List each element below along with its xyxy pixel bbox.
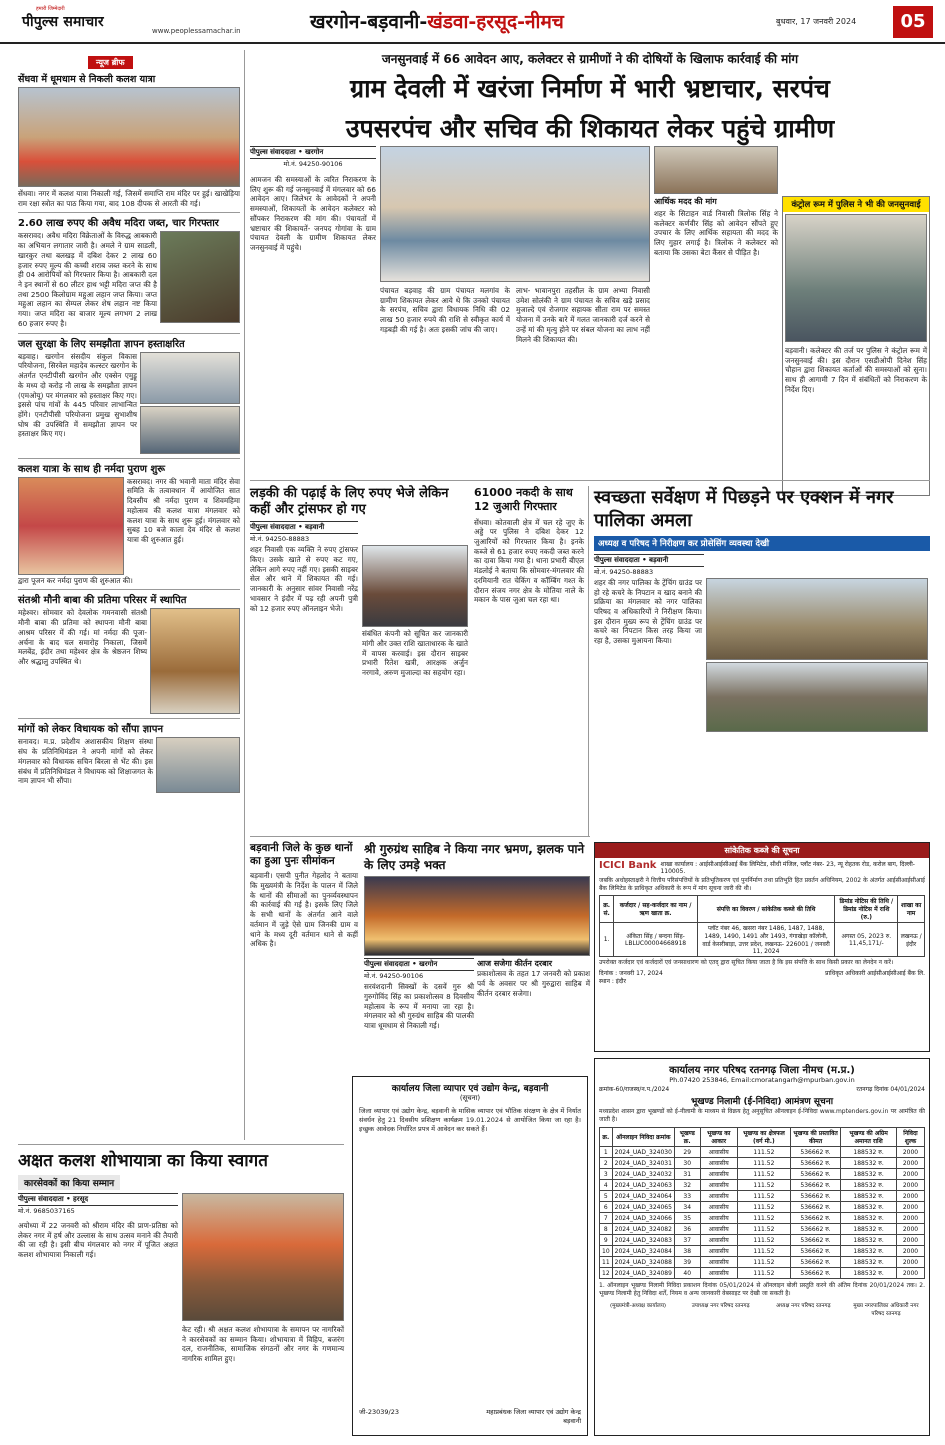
auction-cell: 2000 bbox=[896, 1257, 924, 1268]
kalash-yatra-photo bbox=[18, 87, 240, 187]
financial-help-box bbox=[654, 196, 778, 496]
auction-cell: आवासीय bbox=[700, 1169, 737, 1180]
auction-row bbox=[600, 1202, 925, 1213]
story-guru-byline-name: पीपुल्स संवाददाता bbox=[364, 960, 410, 969]
auction-cell: 536662 रु. bbox=[790, 1213, 840, 1224]
icici-branch: शाखा कार्यालय : आईसीआईसीआई बैंक लिमिटेड, सीधी मंजिल, प्लॉट नंबर- 23, न्यू रोहतक रोड, करोल बाग, दिल्ली- 110005. bbox=[660, 861, 915, 875]
auction-cell: 111.52 bbox=[737, 1268, 790, 1279]
icici-td-1: अंकिता सिंह / बन्दना सिंह- LBLUC00004668918 bbox=[614, 923, 697, 957]
lead-body-col2: पंचायत बड़वाह की ग्राम पंचायत मलगांव के ग्रामीण शिकायत लेकर आये थे कि उनको पंचायत के सरपंच, सचिव द्वारा विधायक निधि की 02 लाख 50 हजार रुपये की राशि से स्वीकृत कार्य में गड़बड़ी की गई है। अतः इसकी जांच की जाए। bbox=[380, 286, 510, 334]
lead-photo-collector bbox=[380, 146, 650, 282]
auction-cell: 536662 रु. bbox=[790, 1224, 840, 1235]
mou-signing-photo bbox=[140, 352, 240, 404]
news-brief-label: न्यूज ब्रीफ bbox=[88, 56, 133, 69]
auction-row bbox=[600, 1213, 925, 1224]
icici-notice bbox=[594, 842, 930, 1052]
auction-cell: 2000 bbox=[896, 1191, 924, 1202]
auction-cell: 29 bbox=[674, 1147, 700, 1158]
story4-body: कसरावद। नगर की भवानी माता मंदिर सेवा समिति के तत्वावधान में आयोजित सात दिवसीय श्री नर्मदा पुराण व शिवमहिमा महोत्सव की कलश यात्रा मंगलवार को कलश यात्रा के साथ शुरू हुई। मंगलवार को सुबह 10 बजे काला देव मंदिर से कलश यात्रा की शुरुआत हुई। bbox=[127, 476, 240, 544]
auction-cell: 2000 bbox=[896, 1224, 924, 1235]
industry-title: कार्यालय जिला व्यापार एवं उद्योग केन्द्र, बड़वानी bbox=[391, 1084, 549, 1094]
auction-cell: 536662 रु. bbox=[790, 1169, 840, 1180]
story-police bbox=[250, 842, 358, 1072]
page-number: 05 bbox=[893, 6, 933, 38]
paper-name: पीपुल्स समाचार bbox=[22, 14, 104, 30]
story1-caption: सेंधवा। नगर में कलश यात्रा निकाली गई, जिसमें समाप्ति राम मंदिर पर हुई। खाखेड़िया राम रक्षा स्त्रोत का पाठ किया गया, बाद 108 दीपक से आरती की गई। bbox=[18, 189, 240, 208]
auction-cell: आवासीय bbox=[700, 1268, 737, 1279]
auction-cell: 34 bbox=[674, 1202, 700, 1213]
auction-ref-date: रतनगढ़ दिनांक 04/01/2024 bbox=[856, 1086, 925, 1093]
auction-cell: 37 bbox=[674, 1235, 700, 1246]
lead-kicker: जनसुनवाई में 66 आवेदन आए, कलेक्टर से ग्रामीणों ने की दोषियों के खिलाफ कार्रवाई की मांग bbox=[381, 52, 799, 66]
story-akshat-byline-place: हरसूद bbox=[73, 1195, 89, 1203]
auction-office: कार्यालय नगर परिषद रतनगढ़ जिला नीमच (म.प्र.) bbox=[669, 1065, 855, 1076]
paper-tagline: हमारी जिम्मेदारी bbox=[36, 6, 65, 12]
story5-headline: संतश्री मौनी बाबा की प्रतिमा परिसर में स्थापित bbox=[18, 589, 240, 606]
auction-title: भूखण्ड निलामी (ई-निविदा) आमंत्रण सूचना bbox=[690, 1097, 834, 1107]
story4-caption: द्वारा पूजन कर नर्मदा पुराण की शुरुआत की। bbox=[18, 575, 133, 585]
auction-th-2: भूखण्ड क्र. bbox=[674, 1128, 700, 1147]
masthead bbox=[0, 0, 945, 44]
lead-story bbox=[250, 50, 930, 500]
control-room-photo bbox=[785, 214, 927, 342]
icici-td-0: 1. bbox=[600, 923, 614, 957]
auction-cell: 2000 bbox=[896, 1246, 924, 1257]
auction-sign-2: उपाध्यक्ष नगर परिषद रतनगढ़ bbox=[691, 1303, 750, 1310]
auction-cell: 2000 bbox=[896, 1235, 924, 1246]
left-column bbox=[18, 50, 240, 1140]
auction-cell: 536662 रु. bbox=[790, 1180, 840, 1191]
icici-td-4: लखनऊ / इंदौर bbox=[898, 923, 925, 957]
icici-th-0: क्र. सं. bbox=[600, 896, 614, 923]
auction-cell: 12 bbox=[600, 1268, 613, 1279]
auction-th-5: भूखण्ड की प्रस्तावित कीमत bbox=[790, 1128, 840, 1147]
story-cleanliness-byline-phone: मो.नं. 94250-88883 bbox=[594, 567, 654, 576]
story-cleanliness-subhead: अध्यक्ष व परिषद ने निरीक्षण कर प्रोसेसिंग व्यवस्था देखी bbox=[594, 536, 930, 551]
auction-row bbox=[600, 1268, 925, 1279]
auction-row bbox=[600, 1246, 925, 1257]
auction-cell: 39 bbox=[674, 1257, 700, 1268]
control-room-caption: बड़वानी। कलेक्टर की तर्ज पर पुलिस ने कंट्रोल रूम में जनसुनवाई की। इस दौरान एसडीओपी दिनेश सिंह चौहान द्वारा शिकायत कर्ताओं की समस्याओं को सुना। साथ ही आगामी 7 दिन में संबंधितों को निराकरण के निर्देश दिए। bbox=[785, 346, 927, 394]
story-police-headline: बड़वानी जिले के कुछ थानों का हुआ पुनः सीमांकन bbox=[250, 842, 353, 868]
auction-cell: 188532 रु. bbox=[841, 1257, 897, 1268]
story-cleanliness-byline-name: पीपुल्स संवाददाता bbox=[594, 555, 640, 564]
auction-cell: 536662 रु. bbox=[790, 1158, 840, 1169]
auction-cell: 111.52 bbox=[737, 1257, 790, 1268]
auction-ref-no: क्रमांक-60/राजस्व/न.प./2024 bbox=[599, 1086, 670, 1093]
auction-cell: 2024_UAD_324088 bbox=[612, 1257, 674, 1268]
paper-logo bbox=[22, 6, 142, 34]
lead-body-col1: आमजन की समस्याओं के त्वरित निराकरण के लिए शुरू की गई जनसुनवाई में मंगलवार को 66 आवेदन आए। जिलेभर के आवेदकों ने अपनी समस्याओं, शिकायतों के आवेदन कलेक्टर को सौंपकर निराकरण की मांग की। पंचायतों में भ्रष्टाचार की शिकायतें- जनपद गोगांवा के ग्राम पंचायत देवली के ग्रामीण शिकायत लेकर जनसुनवाई में पहुंचे। bbox=[250, 175, 376, 253]
auction-cell: आवासीय bbox=[700, 1246, 737, 1257]
auction-cell: 2024_UAD_324030 bbox=[612, 1147, 674, 1158]
auction-cell: 188532 रु. bbox=[841, 1224, 897, 1235]
auction-cell: आवासीय bbox=[700, 1147, 737, 1158]
lead-headline-line1: ग्राम देवली में खरंजा निर्माण में भारी भ्रष्टाचार, सरपंच bbox=[350, 74, 830, 103]
icici-th-2: संपत्ति का विवरण / सांकेतिक कब्जे की तिथि bbox=[697, 896, 835, 923]
story-akshat-body: अयोध्या में 22 जनवरी को श्रीराम मंदिर की प्राण-प्रतिष्ठा को लेकर नगर में हर्ष और उल्लास के साथ उत्सव मनाने की तैयारी की जा रही है। इसी बीच मंगलवार को नगर में पूजित अक्षत कलश शोभायात्रा निकाली गई। bbox=[18, 1221, 178, 1260]
auction-cell: 2024_UAD_324031 bbox=[612, 1158, 674, 1169]
story-cleanliness-headline: स्वच्छता सर्वेक्षण में पिछड़ने पर एक्शन में नगर पालिका अमला bbox=[594, 487, 894, 532]
auction-cell: 2024_UAD_324082 bbox=[612, 1224, 674, 1235]
story-cleanliness: स्वच्छता सर्वेक्षण में पिछड़ने पर एक्शन में नगर पालिका अमला अध्यक्ष व परिषद ने निरीक्षण कर प्रोसेसिंग व्यवस्था देखी पीपुल्स संवाददाता • बड़वानी मो.नं. 94250-88883 शहर की नगर पालिका के ट्रेंचिंग ग्राउंड पर हो रहे कचरे के निपटान व खाद बनाने की प्रक्रिया का मंगलवार को नगर पालिका परिषद व अधिकारियों ने निरीक्षण किया। इस दौरान मुख्य रूप से ट्रेंचिंग ग्राउंड पर कचरे का निपटान किस तरह किया जा रहा है, उसका मुआयना किया। bbox=[594, 486, 930, 836]
auction-cell: 2 bbox=[600, 1158, 613, 1169]
story6-headline: मांगों को लेकर विधायक को सौंपा ज्ञापन bbox=[18, 718, 240, 735]
auction-cell: 1 bbox=[600, 1147, 613, 1158]
auction-th-3: भूखण्ड का आकार bbox=[700, 1128, 737, 1147]
cash-story-divider bbox=[588, 486, 589, 836]
auction-row bbox=[600, 1147, 925, 1158]
auction-row bbox=[600, 1224, 925, 1235]
icici-th-4: शाखा का नाम bbox=[898, 896, 925, 923]
auction-sign-3: अध्यक्ष नगर परिषद रतनगढ़ bbox=[776, 1303, 831, 1310]
auction-cell: 32 bbox=[674, 1180, 700, 1191]
auction-cell: 111.52 bbox=[737, 1202, 790, 1213]
story-cash-headline: 61000 नकदी के साथ 12 जुआरी गिरफ्तार bbox=[474, 486, 573, 513]
story-guru-byline-place: खरगोन bbox=[419, 960, 438, 969]
auction-cell: 111.52 bbox=[737, 1191, 790, 1202]
issue-date: बुधवार, 17 जनवरी 2024 bbox=[776, 17, 857, 26]
story5-body: महेश्वर। सोमवार को देवलोक गमनवासी संतश्री मौनी बाबा की प्रतिमा को स्थापना मौनी बाबा आश्रम परिसर में की गई। मां नर्मदा की पूजा-अर्चना के बाद चल समारोह निकाला, जिसमें मलबेंद्र, इंदौर तथा महेश्वर क्षेत्र के श्रेष्ठजन शिष्य और श्रद्धालु उपस्थित थे। bbox=[18, 608, 147, 666]
industry-notice bbox=[352, 1076, 588, 1436]
auction-cell: 111.52 bbox=[737, 1147, 790, 1158]
lead-byline-place: खरगोन bbox=[305, 148, 324, 156]
icici-logo bbox=[599, 860, 656, 875]
auction-cell: 11 bbox=[600, 1257, 613, 1268]
lead-byline-name: पीपुल्स संवाददाता bbox=[250, 148, 296, 156]
financial-help-body: शहर के सिटाहन वार्ड निवासी त्रिलोक सिंह ने कलेक्टर कर्णवीर सिंह को आवेदन सौंपते हुए उपचार के लिए आर्थिक सहायता की मदद के लिए गुहार लगाई है। त्रिलोक ने कलेक्टर को बताया कि उसका बेटा कैंसर से पीड़ित है। bbox=[654, 209, 778, 257]
icici-table bbox=[599, 895, 925, 957]
lead-headline-line2: उपसरपंच और सचिव की शिकायत लेकर पहुंचे ग्रामीण bbox=[345, 114, 835, 143]
story3-body: बड़वाह। खरगोन संसदीय संकुल विकास परियोजना, सिरवेल महादेव कल्स्टर खरगोन के अंतर्गत एनटीपीसी खरगोन और एक्सेन एमुड्रू के मध्य दो करोड़ नौ लाख के समझौता ज्ञापन (एमओयू) पर मंगलवार को हस्ताक्षर किए गए। इससे पांच गांवों के 445 परिवार लाभान्वित होंगे। एनटीपीसी परियोजना प्रमुख सुभाशीष घोष की उपस्थिति में समझौता ज्ञापन पर हस्ताक्षर किए गए। bbox=[18, 351, 137, 439]
region-title-part2: खंडवा-हरसूद-नीमच bbox=[427, 11, 564, 33]
story-guru-caption-head: आज सजेगा कीर्तन दरबार bbox=[477, 959, 553, 969]
auction-cell: 35 bbox=[674, 1213, 700, 1224]
auction-row bbox=[600, 1169, 925, 1180]
auction-cell: 2024_UAD_324064 bbox=[612, 1191, 674, 1202]
auction-cell: 188532 रु. bbox=[841, 1191, 897, 1202]
region-title-part1: खरगोन-बड़वानी- bbox=[310, 11, 428, 33]
auction-cell: 2024_UAD_324089 bbox=[612, 1268, 674, 1279]
story-guru-body: सरवंशदानी सिक्खों के दसवें गुरु श्री गुरुगोविंद सिंह का प्रकाशोत्सव 8 दिवसीय महोत्सव के रूप में मनाया जा रहा है। मंगलवार को श्री गुरुग्रंथ साहिब की पालकी यात्रा धूमधाम से निकाली गई। bbox=[364, 982, 474, 1031]
lead-byline-phone: मो.नं. 94250-90106 bbox=[283, 160, 343, 168]
story-akshat-byline-phone: मो.नं. 9685037165 bbox=[18, 1207, 75, 1215]
guru-procession-photo bbox=[364, 876, 590, 956]
auction-contact: Ph.07420 253846, Email:cmoratangarh@mpurban.gov.in bbox=[669, 1076, 855, 1084]
auction-cell: आवासीय bbox=[700, 1257, 737, 1268]
auction-cell: 2024_UAD_324083 bbox=[612, 1235, 674, 1246]
story-guru-headline: श्री गुरुग्रंथ साहिब ने किया नगर भ्रमण, झलक पाने के लिए उमड़े भक्त bbox=[364, 842, 585, 872]
story2-body: कसरावद। अवैध मदिरा विक्रेताओं के विरुद्ध आबकारी का अभियान लगातार जारी है। अमले ने ग्राम साडली, खारकुर तथा बलखड़ में दबिश देकर 2 लाख 60 हजार रुपए मूल्य की कच्ची शराब जब्त करने के साथ ही 04 आरोपियों को गिरफ्तार किया है। आबकारी दल ने इन स्थानों से 60 लीटर हाथ भट्टी मदिरा जप्त की है तथा 2500 किलोग्राम महुआ लहान जप्त किया। जप्त महुआ लहान का सेम्पल लेकर शेष लहान नष्ट किया गया। जप्त मदिरा का बाजार मूल्य लगभग 2 लाख 60 हजार रुपए है। bbox=[18, 231, 157, 328]
auction-cell: आवासीय bbox=[700, 1180, 737, 1191]
auction-cell: 2000 bbox=[896, 1268, 924, 1279]
liquor-seizure-photo bbox=[160, 231, 240, 323]
auction-row bbox=[600, 1180, 925, 1191]
auction-cell: 536662 रु. bbox=[790, 1202, 840, 1213]
auction-row bbox=[600, 1158, 925, 1169]
auction-cell: 2024_UAD_324065 bbox=[612, 1202, 674, 1213]
icici-th-1: कर्जदार / सह-कर्जदार का नाम / ऋण खाता क्र. bbox=[614, 896, 697, 923]
auction-cell: आवासीय bbox=[700, 1213, 737, 1224]
auction-row bbox=[600, 1191, 925, 1202]
story-girl-photo bbox=[362, 545, 468, 627]
story-girl-byline-name: पीपुल्स संवाददाता bbox=[250, 523, 296, 532]
icici-sign: प्राधिकृत अधिकारी आईसीआईसीआई बैंक लि. bbox=[825, 970, 925, 978]
auction-sign-1: (मुख्यमंत्री-अध्यक्ष कार्यालय) bbox=[609, 1303, 667, 1310]
icici-notice-title: सांकेतिक कब्जे की सूचना bbox=[595, 843, 929, 858]
auction-cell: 536662 रु. bbox=[790, 1257, 840, 1268]
icici-td-3: अगस्त 05, 2023 रु. 11,45,171/- bbox=[835, 923, 898, 957]
story1-headline: सेंधवा में धूमधाम से निकली कलश यात्रा bbox=[18, 74, 156, 85]
auction-cell: 6 bbox=[600, 1202, 613, 1213]
story-akshat-byline-name: पीपुल्स संवाददाता bbox=[18, 1195, 64, 1203]
story-akshat-body2: केट रही। श्री अक्षत कलश शोभायात्रा के समापन पर नागरिकों ने कारसेवकों का सम्मान किया। शोभायात्रा में विहिप, बजरंग दल, राजनीतिक, सामाजिक संगठनों और नगर के गणमान्य नागरिक शामिल हुए। bbox=[182, 1325, 344, 1364]
story-akshat-subhead: कारसेवकों का किया सम्मान bbox=[18, 1175, 120, 1190]
mid-divider bbox=[250, 836, 590, 837]
auction-th-1: ऑनलाइन निविदा क्रमांक bbox=[612, 1128, 674, 1147]
auction-cell: 188532 रु. bbox=[841, 1235, 897, 1246]
icici-body: जबकि अधोहस्ताक्षरी ने वित्तीय परिसंपत्तियों के प्रतिभूतिकरण एवं पुनर्निर्माण तथा प्रतिभूति हित प्रवर्तन अधिनियम, 2002 के अंतर्गत आईसीआईसीआई बैंक लिमिटेड के प्राधिकृत अधिकारी के रूप में मांग सूचना जारी की थी। bbox=[599, 877, 925, 893]
story-girl-byline-phone: मो.नं. 94250-88883 bbox=[250, 535, 310, 544]
auction-cell: 188532 रु. bbox=[841, 1158, 897, 1169]
auction-cell: 2024_UAD_324063 bbox=[612, 1180, 674, 1191]
auction-cell: 111.52 bbox=[737, 1158, 790, 1169]
auction-th-6: भूखण्ड की अग्रिम अमानत राशि bbox=[841, 1128, 897, 1147]
auction-cell: 188532 रु. bbox=[841, 1147, 897, 1158]
story4-headline: कलश यात्रा के साथ ही नर्मदा पुराण शुरू bbox=[18, 458, 240, 475]
auction-row bbox=[600, 1257, 925, 1268]
auction-cell: 188532 रु. bbox=[841, 1169, 897, 1180]
auction-cell: 188532 रु. bbox=[841, 1202, 897, 1213]
auction-cell: 31 bbox=[674, 1169, 700, 1180]
narmada-puran-photo bbox=[18, 477, 124, 575]
auction-row bbox=[600, 1235, 925, 1246]
auction-cell: 2000 bbox=[896, 1180, 924, 1191]
auction-cell: 111.52 bbox=[737, 1246, 790, 1257]
left-column-divider bbox=[244, 50, 245, 1140]
auction-cell: 536662 रु. bbox=[790, 1191, 840, 1202]
auction-cell: 2024_UAD_324084 bbox=[612, 1246, 674, 1257]
auction-cell: 2024_UAD_324066 bbox=[612, 1213, 674, 1224]
auction-cell: 188532 रु. bbox=[841, 1180, 897, 1191]
lead-byline: पीपुल्स संवाददाता • खरगोन मो.नं. 94250-90106 bbox=[250, 146, 376, 168]
icici-th-3: डिमांड नोटिस की तिथि / डिमांड नोटिस में राशि (रु.) bbox=[835, 896, 898, 923]
lead-body-col3: लाभ- भावानपुरा तहसील के ग्राम अभ्या निवासी उमेश सोलंकी ने ग्राम पंचायत के सचिव खड़े प्रसाद मुजाल्दे एवं रोजगार सहायक सीता राम पर समस्त योजना में उनके बारे में गलत जानकारी दर्ज करने से उन्हें मां की मृत्यु होने पर संबल योजना का लाभ नहीं मिलने की शिकायत की। bbox=[516, 286, 650, 344]
icici-footer: उपरोक्त कर्जदार एवं कर्जदारों एवं जनसाधारण को एतद् द्वारा सूचित किया जाता है कि इस संपत्ति के साथ किसी प्रकार का लेनदेन न करें। bbox=[599, 959, 894, 967]
auction-th-4: भूखण्ड का क्षेत्रफल (वर्ग मी.) bbox=[737, 1128, 790, 1147]
story-cleanliness-byline-place: बड़वानी bbox=[649, 555, 669, 564]
auction-cell: 536662 रु. bbox=[790, 1147, 840, 1158]
story3-headline: जल सुरक्षा के लिए समझौता ज्ञापन हस्ताक्षरित bbox=[18, 333, 240, 350]
auction-cell: 9 bbox=[600, 1235, 613, 1246]
control-room-box bbox=[782, 196, 930, 496]
auction-th-7: निविदा शुल्क bbox=[896, 1128, 924, 1147]
akshat-procession-photo bbox=[182, 1193, 344, 1321]
auction-cell: 8 bbox=[600, 1224, 613, 1235]
auction-cell: 36 bbox=[674, 1224, 700, 1235]
auction-notice bbox=[594, 1058, 930, 1436]
auction-cell: 536662 रु. bbox=[790, 1246, 840, 1257]
auction-intro: मध्यप्रदेश शासन द्वारा भूखण्डों को ई-नीलामी के माध्यम से विक्रय हेतु अनुसूचित ऑनलाइन ई-निविदा www.mptenders.gov.in पर आमंत्रित की जाती है। bbox=[599, 1108, 925, 1124]
mauni-baba-photo bbox=[150, 608, 240, 714]
auction-cell: 10 bbox=[600, 1246, 613, 1257]
region-title bbox=[310, 8, 564, 34]
auction-cell: 2024_UAD_324032 bbox=[612, 1169, 674, 1180]
control-room-headline: कंट्रोल रूम में पुलिस ने भी की जनसुनवाई bbox=[783, 197, 929, 212]
auction-sign-4: मुख्य नगरपालिका अधिकारी नगर परिषद रतनगढ़ bbox=[853, 1303, 919, 1318]
auction-cell: आवासीय bbox=[700, 1191, 737, 1202]
auction-cell: 33 bbox=[674, 1191, 700, 1202]
auction-cell: 111.52 bbox=[737, 1213, 790, 1224]
auction-cell: 111.52 bbox=[737, 1180, 790, 1191]
story-cleanliness-body: शहर की नगर पालिका के ट्रेंचिंग ग्राउंड पर हो रहे कचरे के निपटान व खाद बनाने की प्रक्रिया का मंगलवार को नगर पालिका परिषद व अधिकारियों ने निरीक्षण किया। इस दौरान मुख्य रूप से ट्रेंचिंग ग्राउंड पर कचरे का निपटान किस तरह किया जा रहा है, उसका मुआयना किया। bbox=[594, 577, 702, 646]
story-guru: श्री गुरुग्रंथ साहिब ने किया नगर भ्रमण, झलक पाने के लिए उमड़े भक्त पीपुल्स संवाददाता • खरगोन मो.नं. 94250-90106 सरवंशदानी सिक्खों के दसवें गुरु श्री गुरुगोविंद सिंह का प्रकाशोत्सव 8 दिवसीय महोत्सव के रूप में मनाया जा रहा है। मंगलवार को श्री गुरुग्रंथ साहिब की पालकी यात्रा धूमधाम से निकाली गई। आज सजेगा कीर्तन दरबार प्रकाशोत्सव के तहत 17 जनवरी को प्रकाश पर्व के अवसर पर श्री गुरुद्वारा साहिब में कीर्तन दरबार सजेगा। bbox=[364, 842, 590, 1031]
auction-notes: 1. ऑनलाइन भूखण्ड निलामी निविदा प्रकाशन दिनांक 05/01/2024 से ऑनलाइन बोली प्रस्तुति करने की अंतिम दिनांक 20/01/2024 तक। 2. भूखण्ड निलामी हेतु निविदा शर्तें, नियम व अन्य जानकारी वेबसाइट पर देखी जा सकती है। bbox=[599, 1282, 925, 1298]
story-akshat-headline: अक्षत कलश शोभायात्रा का किया स्वागत bbox=[18, 1151, 268, 1171]
website: www.peoplessamachar.in bbox=[152, 27, 241, 35]
auction-cell: 2000 bbox=[896, 1169, 924, 1180]
story-girl: लड़की की पढ़ाई के लिए रुपए भेजे लेकिन कहीं और ट्रांसफर हो गए पीपुल्स संवाददाता • बड़वानी मो.नं. 94250-88883 शहर निवासी एक व्यक्ति ने रुपए ट्रांसफर किए। उसके खाते से रुपए कट गए, लेकिन आगे रुपए नहीं गए। इसकी साइबर सेल और थाने में शिकायत की गई। जानकारी के अनुसार सांवर निवासी नरेंद्र भावसार ने इंदौर में पढ़ रही अपनी पुत्री को 12 हजार रुपए ऑनलाइन भेजे। संबंधित कंपनी को सूचित कर जानकारी मांगी और उक्त राशि खाताधारक के खाते में वापस करवाई। इस दौरान साइबर प्रभारी रितेश खत्री, आरक्षक अर्जुन नरगावे, अरुण मुजाल्दा का सहयोग रहा। bbox=[250, 486, 468, 678]
trenching-ground-photo-2 bbox=[706, 662, 928, 732]
story-akshat: अक्षत कलश शोभायात्रा का किया स्वागत कारसेवकों का किया सम्मान पीपुल्स संवाददाता • हरसूद मो.नं. 9685037165 अयोध्या में 22 जनवरी को श्रीराम मंदिर की प्राण-प्रतिष्ठा को लेकर नगर में हर्ष और उल्लास के साथ उत्सव मनाने की तैयारी की जा रही है। इसी बीच मंगलवार को नगर में पूजित अक्षत कलश शोभायात्रा निकाली गई। केट रही। श्री अक्षत कलश शोभायात्रा के समापन पर नागरिकों ने कारसेवकों का सम्मान किया। शोभायात्रा में विहिप, बजरंग दल, राजनीतिक, सामाजिक संगठनों और नगर के गणमान्य नागरिक शामिल हुए। bbox=[18, 1144, 344, 1436]
auction-cell: 188532 रु. bbox=[841, 1268, 897, 1279]
auction-cell: 188532 रु. bbox=[841, 1246, 897, 1257]
auction-cell: 30 bbox=[674, 1158, 700, 1169]
auction-cell: 7 bbox=[600, 1213, 613, 1224]
auction-cell: 2000 bbox=[896, 1158, 924, 1169]
auction-cell: 40 bbox=[674, 1268, 700, 1279]
industry-sign: महाप्रबंधक जिला व्यापार एवं उद्योग केन्द्र बड़वानी bbox=[486, 1408, 581, 1425]
icici-bank-name: ICICI Bank bbox=[599, 860, 657, 871]
story-girl-byline-place: बड़वानी bbox=[305, 523, 325, 532]
story-cash bbox=[474, 486, 584, 836]
story2-headline: 2.60 लाख रुपए की अवैध मदिरा जब्त, चार गिरफ्तार bbox=[18, 212, 240, 229]
ntpc-official-photo bbox=[140, 406, 240, 454]
auction-cell: 111.52 bbox=[737, 1224, 790, 1235]
auction-cell: 188532 रु. bbox=[841, 1213, 897, 1224]
auction-table-body bbox=[600, 1147, 925, 1279]
auction-cell: 5 bbox=[600, 1191, 613, 1202]
auction-cell: 111.52 bbox=[737, 1169, 790, 1180]
auction-cell: 4 bbox=[600, 1180, 613, 1191]
story-girl-headline: लड़की की पढ़ाई के लिए रुपए भेजे लेकिन कहीं और ट्रांसफर हो गए bbox=[250, 486, 449, 517]
auction-cell: आवासीय bbox=[700, 1202, 737, 1213]
icici-date: दिनांक : जनवरी 17, 2024 bbox=[599, 970, 663, 978]
auction-cell: आवासीय bbox=[700, 1224, 737, 1235]
story-cash-body: सेंधवा। कोतवाली क्षेत्र में चल रहे जुए के अड्डे पर पुलिस ने दबिश देकर 12 जुआरियों को गिरफ्तार किया है। इनके कब्जे से 61 हजार रुपए नकदी जब्त करने का दावा किया गया है। थाना प्रभारी बीएल मंडलोई ने बताया कि सोमवार-मंगलवार की दरमियानी रात चेकिंग व कॉम्बिंग गश्त के दौरान संजय नगर क्षेत्र के मोतिया नाले के मकान के पास जुआ चल रहा था। bbox=[474, 517, 584, 605]
auction-table bbox=[599, 1127, 925, 1279]
memorandum-photo bbox=[156, 737, 240, 793]
story-girl-body2: संबंधित कंपनी को सूचित कर जानकारी मांगी और उक्त राशि खाताधारक के खाते में वापस करवाई। इस दौरान साइबर प्रभारी रितेश खत्री, आरक्षक अर्जुन नरगावे, अरुण मुजाल्दा का सहयोग रहा। bbox=[362, 629, 468, 678]
story-police-body: बड़वानी। एसपी पुनीत गेहलोद ने बताया कि मुख्यमंत्री के निर्देश के पालन में जिले के थानों की सीमाओं का पुनर्व्यवस्थापन की कार्रवाई की गई है। इसके लिए जिले के सभी थानों के अंतर्गत आने वाले वर्तमान में जुड़े ऐसे ग्राम जिनकी ग्राम व थाने के मध्य दूरी वर्तमान थाने से कहीं अधिक है। bbox=[250, 871, 358, 949]
icici-place: स्थान : इंदौर bbox=[599, 978, 626, 986]
auction-cell: 111.52 bbox=[737, 1235, 790, 1246]
financial-help-headline: आर्थिक मदद की मांग bbox=[654, 197, 717, 206]
trenching-ground-photo-1 bbox=[706, 578, 928, 660]
story-girl-body: शहर निवासी एक व्यक्ति ने रुपए ट्रांसफर किए। उसके खाते से रुपए कट गए, लेकिन आगे रुपए नहीं गए। इसकी साइबर सेल और थाने में शिकायत की गई। जानकारी के अनुसार सांवर निवासी नरेंद्र भावसार ने इंदौर में पढ़ रही अपनी पुत्री को 12 हजार रुपए ऑनलाइन भेजे। bbox=[250, 545, 358, 613]
story-guru-byline-phone: मो.नं. 94250-90106 bbox=[364, 972, 424, 981]
icici-td-2: प्लॉट नंबर 46, खसरा नंबर 1486, 1487, 1488, 1489, 1490, 1491 और 1493, गंगाखेड़ा कॉलोनी, वार्ड केसरीबाड़ा, उत्तर प्रदेश, लखनऊ- 226001 / जनवरी 11, 2024 bbox=[697, 923, 835, 957]
auction-th-0: क्र. bbox=[600, 1128, 613, 1147]
auction-cell: 536662 रु. bbox=[790, 1235, 840, 1246]
auction-cell: 536662 रु. bbox=[790, 1268, 840, 1279]
auction-cell: 2000 bbox=[896, 1147, 924, 1158]
industry-body: जिला व्यापार एवं उद्योग केन्द्र, बड़वानी के मासिक व्यापार एवं भौतिक संरक्षण के क्षेत्र में निर्यात संवर्धन हेतु 21 दिवसीय प्रशिक्षण कार्यक्रम 19.01.2024 से आयोजित किया जा रहा है। इच्छुक आवेदक निर्धारित प्रपत्र में आवेदन कर सकते हैं। bbox=[359, 1107, 581, 1133]
story6-body: सनावद। म.प्र. प्रदेशीय अशासकीय शिक्षण संस्था संघ के प्रतिनिधिमंडल ने अपनी मांगों को लेकर मंगलवार को विधायक सचिन बिरला से भेंट की। इस संबंध में प्रतिनिधिमंडल ने विधायक को शिक्षाजगत के नाम ज्ञापन भी सौंपा। bbox=[18, 737, 153, 786]
auction-cell: 3 bbox=[600, 1169, 613, 1180]
auction-cell: 38 bbox=[674, 1246, 700, 1257]
auction-cell: 2000 bbox=[896, 1213, 924, 1224]
auction-cell: आवासीय bbox=[700, 1235, 737, 1246]
financial-help-photo bbox=[654, 146, 778, 194]
auction-cell: आवासीय bbox=[700, 1158, 737, 1169]
industry-subtitle: (सूचना) bbox=[459, 1094, 481, 1102]
story-guru-caption-body: प्रकाशोत्सव के तहत 17 जनवरी को प्रकाश पर्व के अवसर पर श्री गुरुद्वारा साहिब में कीर्तन दरबार सजेगा। bbox=[477, 969, 590, 998]
auction-cell: 2000 bbox=[896, 1202, 924, 1213]
lead-story-divider bbox=[250, 480, 930, 481]
industry-ref: जी-23039/23 bbox=[359, 1408, 399, 1416]
